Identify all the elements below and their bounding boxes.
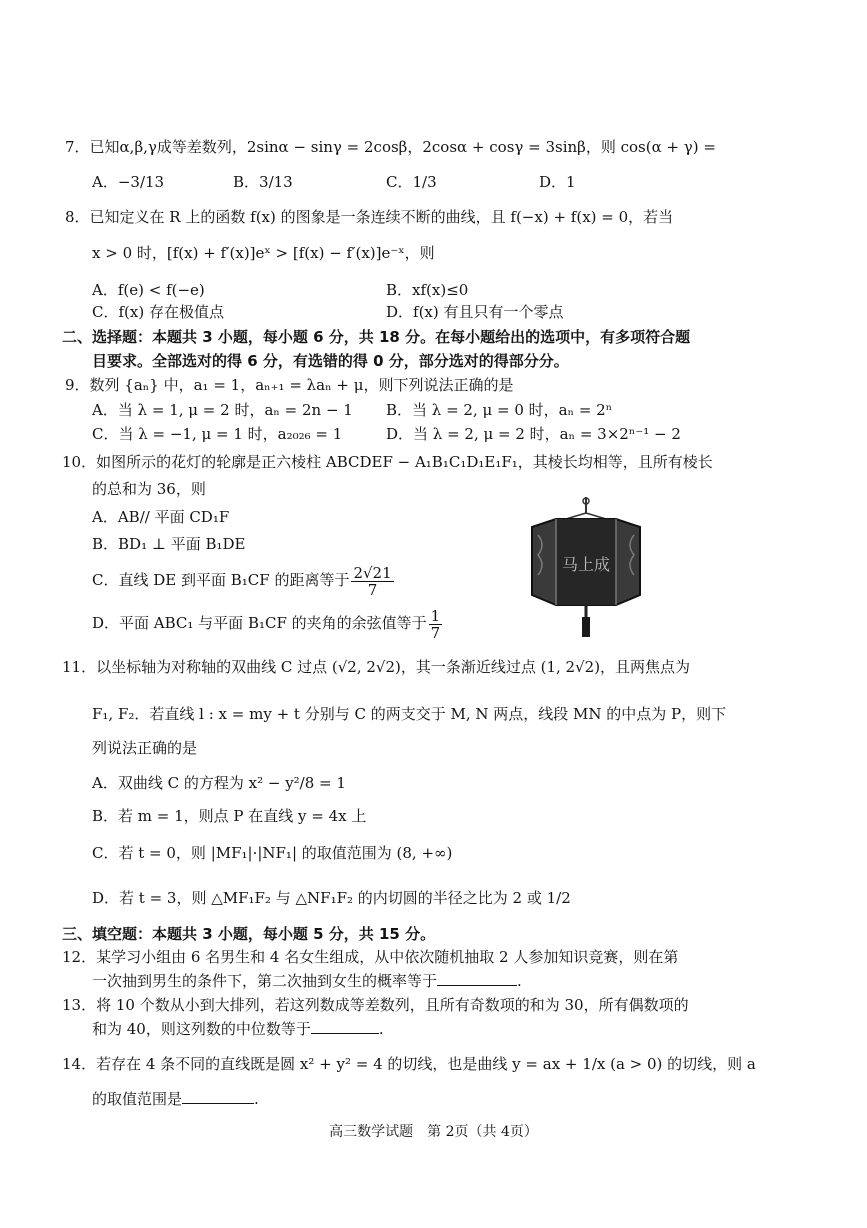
q12-answer-blank[interactable] <box>437 971 517 986</box>
q8-option-d: D．f(x) 有且只有一个零点 <box>386 303 564 321</box>
q10-stem-line2: 的总和为 36，则 <box>92 480 206 498</box>
q10-option-c <box>92 560 396 600</box>
q14-line2 <box>92 1089 259 1109</box>
q10-option-d-fraction <box>429 608 443 641</box>
q8-option-a: A．f(e) < f(−e) <box>92 281 205 299</box>
q8-stem-line1: 8．已知定义在 R 上的函数 f(x) 的图象是一条连续不断的曲线，且 f(−x) + f(x) = 0，若当 <box>65 208 674 226</box>
q13-line2 <box>92 1019 384 1039</box>
q11-option-c: C．若 t = 0，则 |MF₁|·|NF₁| 的取值范围为 (8, +∞) <box>92 844 453 862</box>
q9-option-a: A．当 λ = 1, μ = 2 时，aₙ = 2n − 1 <box>92 401 353 419</box>
q8-option-b: B．xf(x)≤0 <box>386 281 469 299</box>
q11-option-b: B．若 m = 1，则点 P 在直线 y = 4x 上 <box>92 807 367 825</box>
q10-option-d-denominator: 7 <box>430 623 441 642</box>
q10-option-c-text: C．直线 DE 到平面 B₁CF 的距离等于 <box>92 571 350 589</box>
q9-option-c: C．当 λ = −1, μ = 1 时，a₂₀₂₆ = 1 <box>92 425 343 443</box>
q9-stem: 9．数列 {aₙ} 中，a₁ = 1，aₙ₊₁ = λaₙ + μ，则下列说法正确的是 <box>65 376 514 394</box>
q7-option-b: B．3/13 <box>233 173 293 191</box>
q10-option-c-numerator: 2√21 <box>353 563 392 582</box>
q12-line2-text: 一次抽到男生的条件下，第二次抽到女生的概率等于 <box>92 972 438 990</box>
q11-option-a: A．双曲线 C 的方程为 x² − y²/8 = 1 <box>92 774 346 792</box>
q12-line1: 12．某学习小组由 6 名男生和 4 名女生组成，从中依次随机抽取 2 人参加知识竞赛，则在第 <box>62 948 679 966</box>
q14-line2-text: 的取值范围是 <box>92 1090 183 1108</box>
q8-stem-line2: x > 0 时，[f(x) + f′(x)]eˣ > [f(x) − f′(x)]e⁻ˣ，则 <box>92 244 435 262</box>
q7-option-d: D．1 <box>539 173 576 191</box>
page-footer: 高三数学试题 第 2页（共 4页） <box>329 1124 538 1140</box>
q7-option-a: A．−3/13 <box>92 173 165 191</box>
q9-option-d: D．当 λ = 2, μ = 2 时，aₙ = 3×2ⁿ⁻¹ − 2 <box>386 425 681 443</box>
q14-line1: 14．若存在 4 条不同的直线既是圆 x² + y² = 4 的切线，也是曲线 y = ax + 1/x (a > 0) 的切线，则 a <box>62 1055 756 1073</box>
q11-stem-line1: 11．以坐标轴为对称轴的双曲线 C 过点 (√2, 2√2)，其一条渐近线过点 (1, 2√2)，且两焦点为 <box>62 658 691 676</box>
q8-option-c: C．f(x) 存在极值点 <box>92 303 224 321</box>
q7-stem: 7．已知α,β,γ成等差数列，2sinα − sinγ = 2cosβ，2cosα + cosγ = 3sinβ，则 cos(α + γ) = <box>65 138 716 156</box>
q13-line2-text: 和为 40，则这列数的中位数等于 <box>92 1020 311 1038</box>
q13-line2-end: . <box>378 1020 384 1038</box>
q14-line2-end: . <box>254 1090 259 1108</box>
q10-option-a: A．AB// 平面 CD₁F <box>92 508 230 526</box>
q10-option-c-denominator: 7 <box>367 580 378 599</box>
q7-option-c: C．1/3 <box>386 173 437 191</box>
q13-answer-blank[interactable] <box>311 1019 379 1034</box>
section3-heading: 三、填空题：本题共 3 小题，每小题 5 分，共 15 分。 <box>62 925 436 943</box>
q10-option-d <box>92 603 444 643</box>
q11-stem-line2: F₁, F₂．若直线 l : x = my + t 分别与 C 的两支交于 M, N 两点，线段 MN 的中点为 P，则下 <box>92 705 727 723</box>
q12-line2 <box>92 971 522 991</box>
q9-option-b: B．当 λ = 2, μ = 0 时，aₙ = 2ⁿ <box>386 401 613 419</box>
q13-line1: 13．将 10 个数从小到大排列，若这列数成等差数列，且所有奇数项的和为 30，所有偶数项的 <box>62 996 689 1014</box>
q10-option-c-fraction <box>351 565 393 598</box>
q10-option-d-text: D．平面 ABC₁ 与平面 B₁CF 的夹角的余弦值等于 <box>92 614 427 632</box>
q12-line2-end: . <box>517 972 522 990</box>
q10-option-b: B．BD₁ ⊥ 平面 B₁DE <box>92 535 246 553</box>
q11-stem-line3: 列说法正确的是 <box>92 739 198 757</box>
section2-heading-line2: 目要求。全部选对的得 6 分，有选错的得 0 分，部分选对的得部分分。 <box>92 352 569 370</box>
q10-option-d-numerator: 1 <box>430 606 441 625</box>
section2-heading-line1: 二、选择题：本题共 3 小题，每小题 6 分，共 18 分。在每小题给出的选项中，有多项符合题 <box>62 328 691 346</box>
q11-option-d: D．若 t = 3，则 △MF₁F₂ 与 △NF₁F₂ 的内切圆的半径之比为 2 或 1/2 <box>92 889 571 907</box>
q10-stem-line1: 10．如图所示的花灯的轮廓是正六棱柱 ABCDEF − A₁B₁C₁D₁E₁F₁，其棱长均相等，且所有棱长 <box>62 453 713 471</box>
lantern-lettering: 马上成 <box>561 555 611 574</box>
hexagonal-lantern-figure <box>526 495 646 640</box>
q14-answer-blank[interactable] <box>182 1089 254 1104</box>
